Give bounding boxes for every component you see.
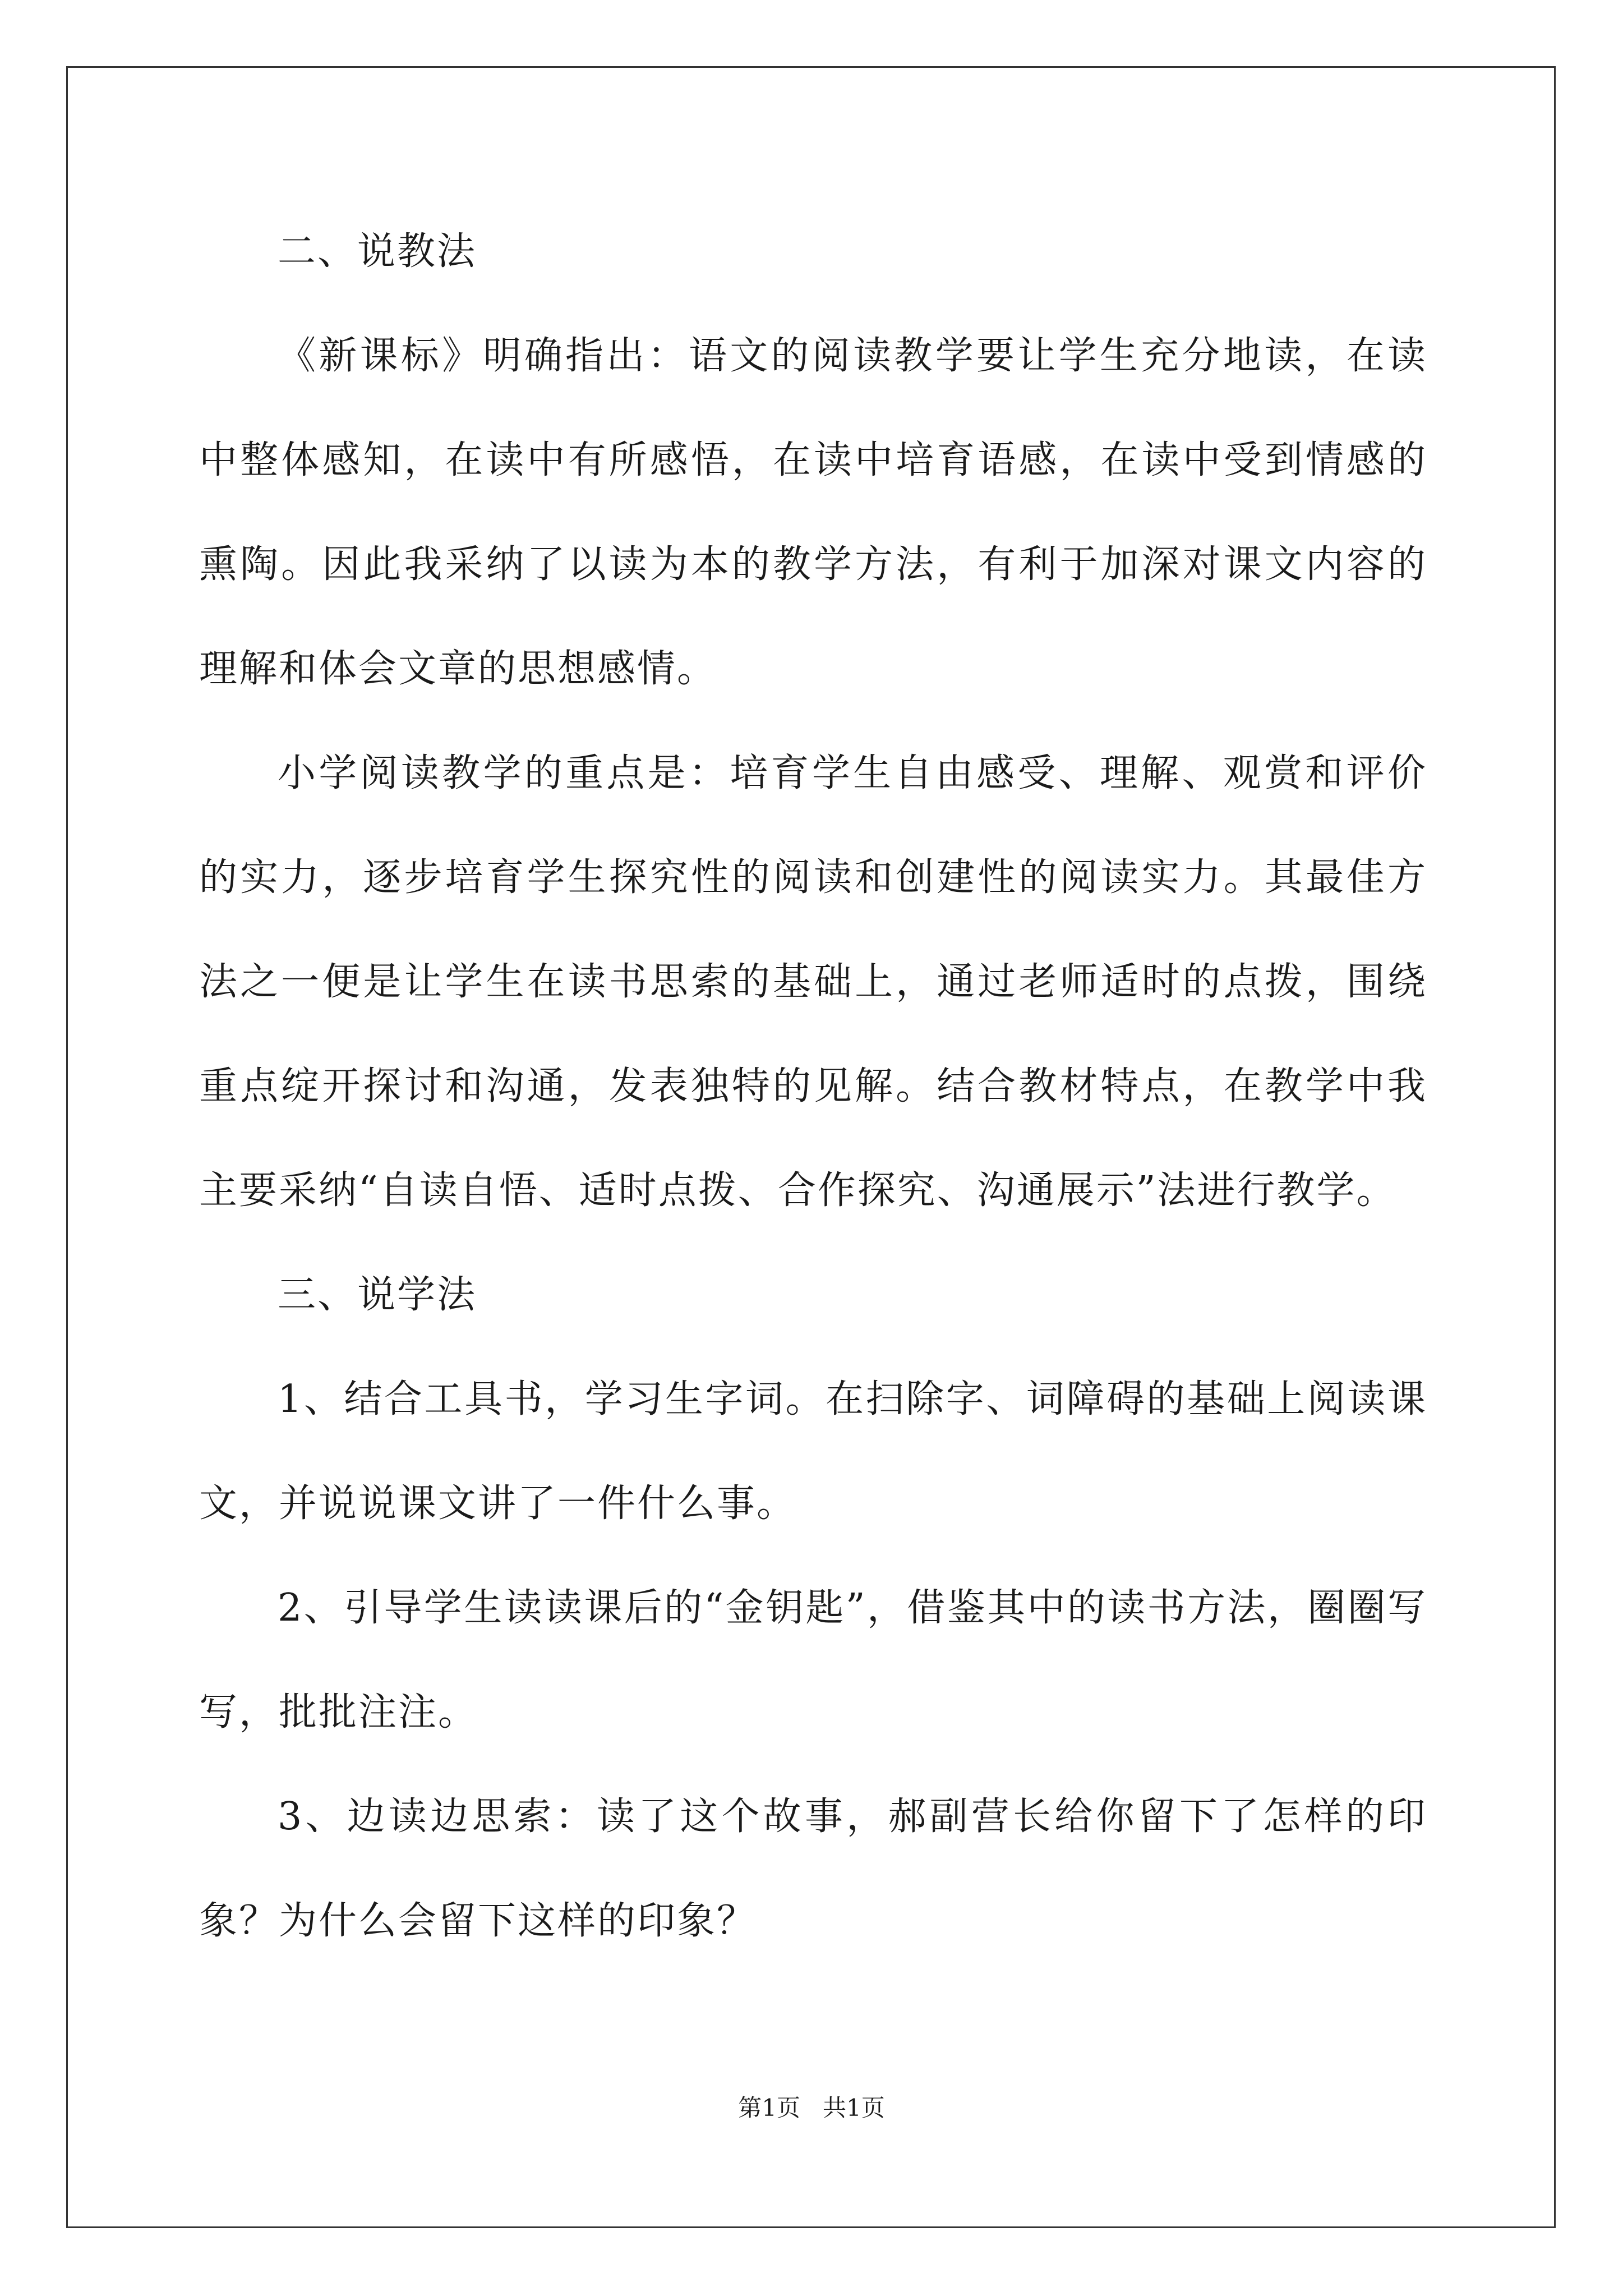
footer-spacer [800,2094,823,2122]
section-heading-teaching-method: 二、说教法 [278,229,477,274]
paragraph-curriculum-standard: 《新课标》明确指出：语文的阅读教学要让学生充分地读，在读中整体感知，在读中有所感悟，在读中培育语感，在读中受到情感的熏陶。因此我采纳了以读为本的教学方法，有利于加深对课文内容的理解和体会文章的思想感情。 [199,334,1427,691]
page-number-current: 第1页 [738,2094,800,2122]
list-item-2: 2、引导学生读读课后的“金钥匙”，借鉴其中的读书方法，圈圈写写，批批注注。 [199,1586,1427,1734]
list-item-3: 3、边读边思索：读了这个故事，郝副营长给你留下了怎样的印象？为什么会留下这样的印象？ [199,1795,1427,1943]
document-body [199,200,1427,1973]
list-item-1: 1、结合工具书，学习生字词。在扫除字、词障碍的基础上阅读课文，并说说课文讲了一件什么事。 [199,1377,1427,1526]
section-heading-learning-method: 三、说学法 [278,1273,477,1317]
page-footer [0,2090,1623,2123]
page-number-total: 共1页 [823,2094,885,2122]
paragraph-reading-focus: 小学阅读教学的重点是：培育学生自由感受、理解、观赏和评价的实力，逐步培育学生探究性的阅读和创建性的阅读实力。其最佳方法之一便是让学生在读书思索的基础上，通过老师适时的点拨，围绕重点绽开探讨和沟通，发表独特的见解。结合教材特点，在教学中我主要采纳“自读自悟、适时点拨、合作探究、沟通展示”法进行教学。 [199,751,1427,1213]
